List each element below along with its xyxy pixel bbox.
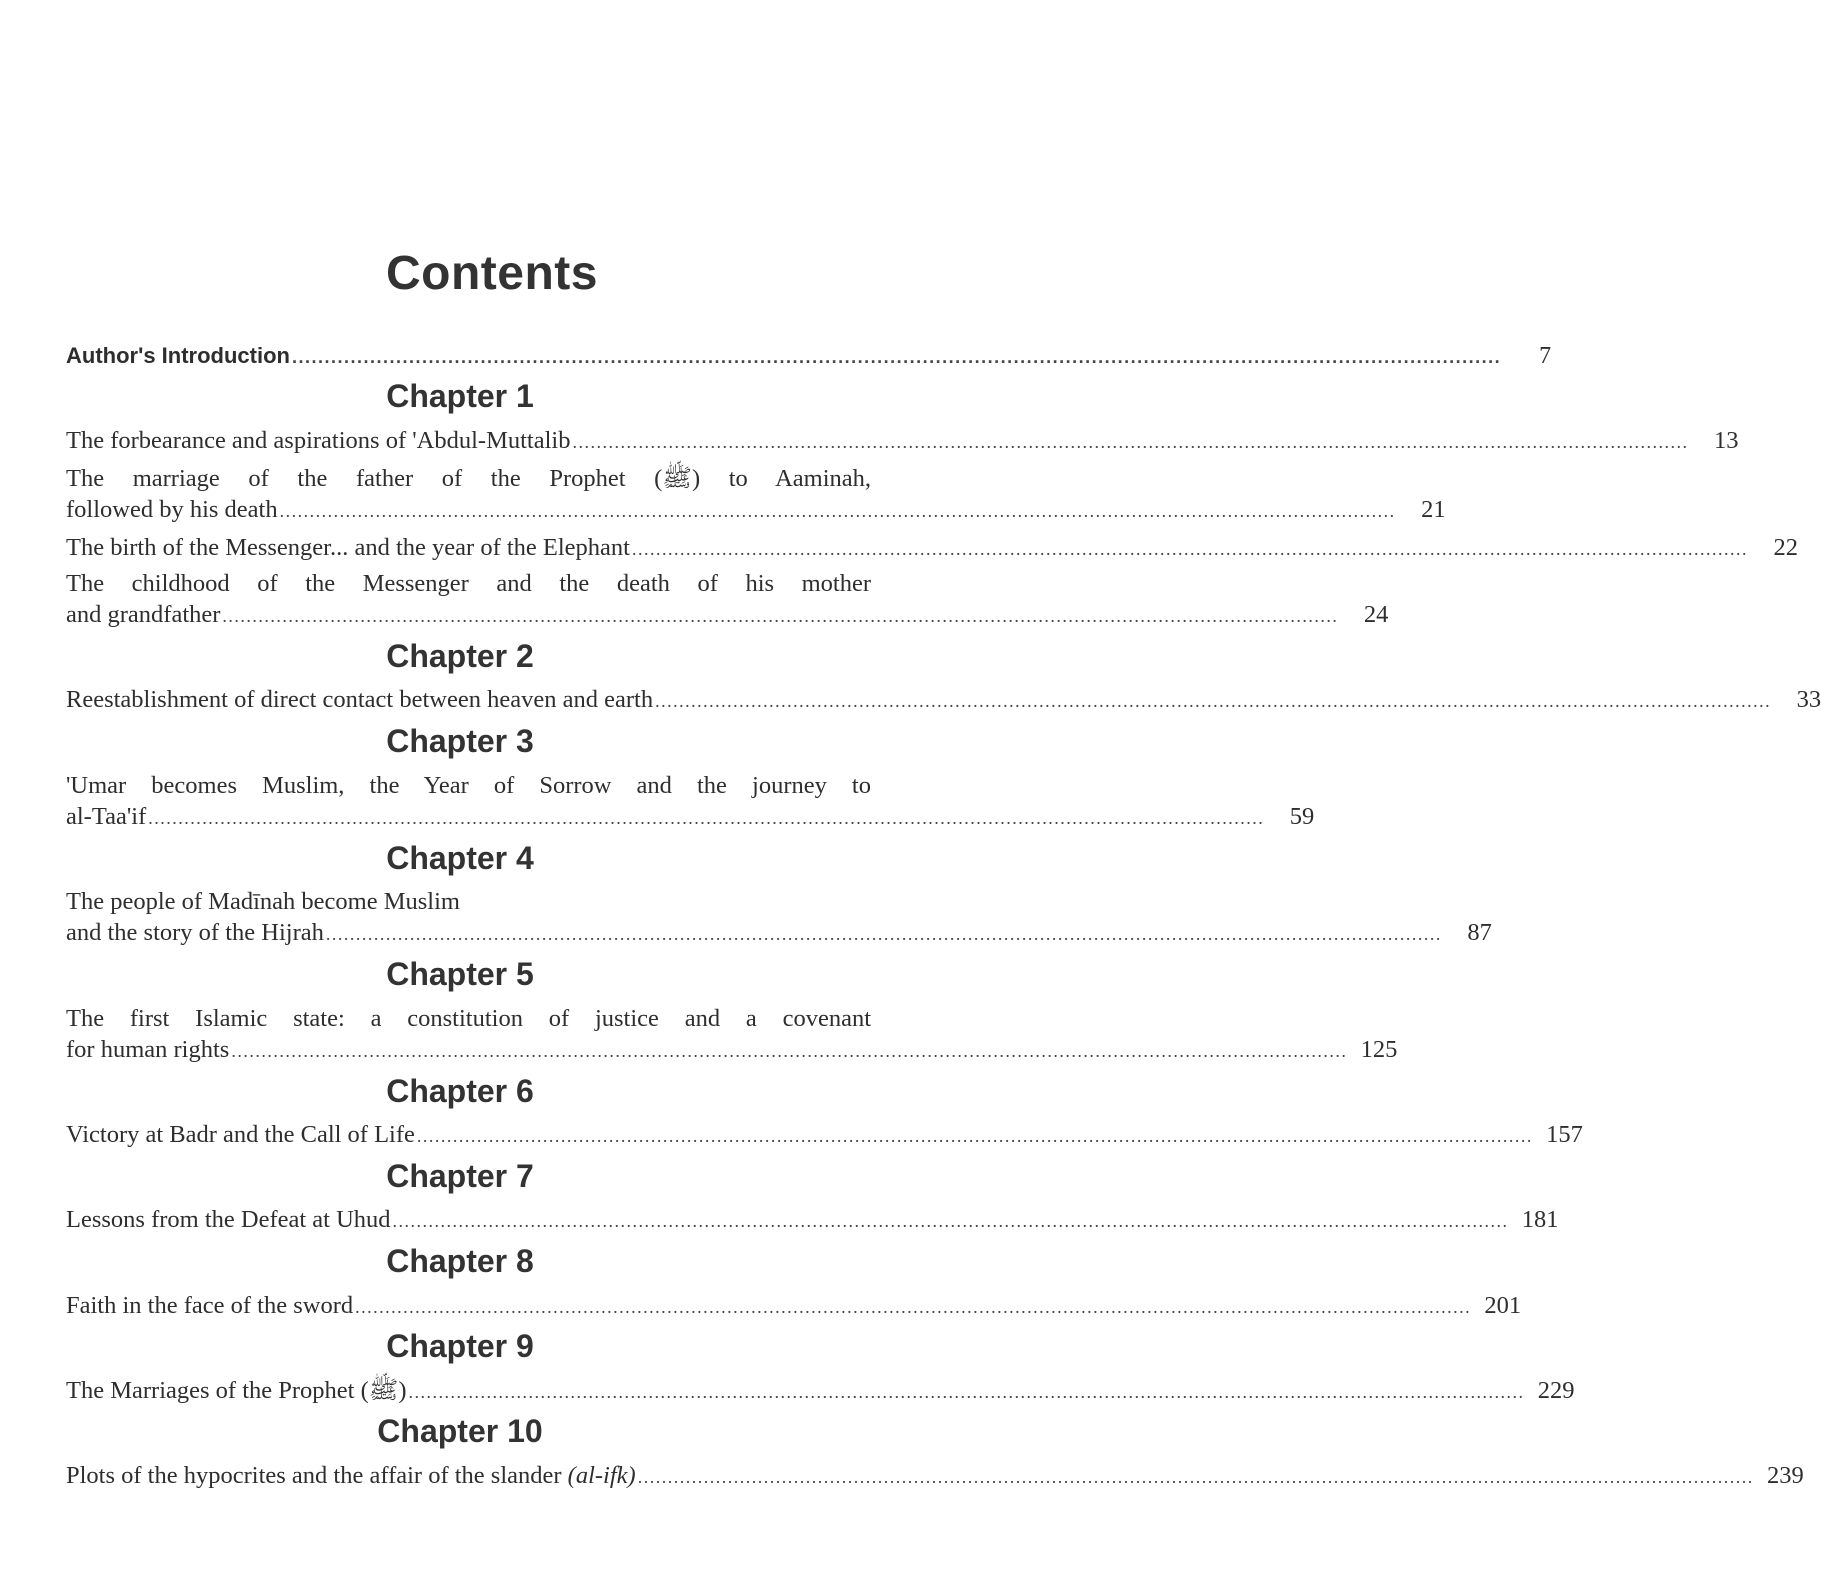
- page-number: 201: [1484, 1292, 1522, 1319]
- dot-leader: ..........................................................................................................................................................................................: [291, 347, 1502, 367]
- page-number: 239: [1766, 1462, 1804, 1489]
- dot-leader: ..........................................................................................................................................................................................: [231, 1041, 1348, 1061]
- page-number: 22: [1773, 534, 1798, 561]
- chapter-heading: Chapter 10: [377, 1413, 543, 1449]
- toc-entry[interactable]: [66, 1003, 1398, 1067]
- page-number: 59: [1289, 803, 1315, 830]
- page-title: Contents: [386, 247, 598, 300]
- entry-title-line: and the story of the Hijrah: [66, 919, 324, 946]
- page-number: 229: [1537, 1377, 1575, 1404]
- entry-title-line: al-Taa'if: [66, 803, 147, 830]
- dot-leader: ..........................................................................................................................................................................................: [572, 432, 1689, 452]
- entry-title-line: and grandfather: [66, 601, 221, 628]
- dot-leader: ..........................................................................................................................................................................................: [222, 606, 1339, 626]
- dot-leader: ..........................................................................................................................................................................................: [355, 1297, 1472, 1317]
- entry-title-line: for human rights: [66, 1036, 230, 1063]
- entry-title: Reestablishment of direct contact between heaven and earth: [66, 686, 654, 713]
- dot-leader: ..........................................................................................................................................................................................: [325, 924, 1442, 944]
- page-number: 87: [1467, 919, 1492, 946]
- toc-entry[interactable]: [66, 1119, 1583, 1152]
- entry-title-line: The childhood of the Messenger and the death of his mother: [66, 570, 871, 597]
- toc-entry[interactable]: [66, 1204, 1559, 1237]
- chapter-heading: Chapter 1: [386, 378, 534, 414]
- dot-leader: ..........................................................................................................................................................................................: [655, 691, 1772, 711]
- toc-entry[interactable]: [66, 1460, 1804, 1493]
- page-number: 33: [1796, 686, 1821, 713]
- entry-title: Author's Introduction: [66, 343, 290, 368]
- entry-title: Faith in the face of the sword: [66, 1292, 354, 1319]
- toc-entry[interactable]: [66, 463, 1446, 527]
- dot-leader: ..........................................................................................................................................................................................: [279, 501, 1396, 521]
- chapter-heading: Chapter 4: [386, 840, 534, 876]
- entry-title-italic: (al-ifk): [567, 1462, 636, 1489]
- entry-title: Victory at Badr and the Call of Life: [66, 1121, 415, 1148]
- chapter-heading: Chapter 6: [386, 1073, 534, 1109]
- entry-title-line: The first Islamic state: a constitution of justice and a covenant: [66, 1005, 871, 1032]
- entry-title: [66, 1460, 636, 1491]
- entry-title: The forbearance and aspirations of 'Abdul-Muttalib: [66, 427, 571, 454]
- toc-entry[interactable]: [66, 886, 1492, 950]
- toc-entry[interactable]: [66, 1375, 1575, 1408]
- chapter-heading: Chapter 3: [386, 723, 534, 759]
- toc-entry[interactable]: [66, 532, 1798, 565]
- page-number: 13: [1713, 427, 1739, 454]
- dot-leader: ..........................................................................................................................................................................................: [148, 808, 1265, 828]
- toc-entry[interactable]: [66, 684, 1821, 717]
- page-number: 21: [1421, 496, 1446, 523]
- entry-title-text: Plots of the hypocrites and the affair of the slander: [66, 1462, 562, 1489]
- toc-entry[interactable]: [66, 568, 1389, 632]
- dot-leader: ..........................................................................................................................................................................................: [637, 1467, 1754, 1487]
- chapter-heading: Chapter 5: [386, 956, 534, 992]
- page-number: 7: [1539, 343, 1552, 369]
- dot-leader: ..........................................................................................................................................................................................: [392, 1211, 1509, 1231]
- toc-entry-introduction[interactable]: [66, 340, 1552, 373]
- entry-title-line: followed by his death: [66, 496, 278, 523]
- dot-leader: ..........................................................................................................................................................................................: [408, 1382, 1525, 1402]
- chapter-heading: Chapter 2: [386, 638, 534, 674]
- toc-entry[interactable]: [66, 770, 1315, 834]
- page-number: 157: [1546, 1121, 1583, 1148]
- chapter-heading: Chapter 7: [386, 1158, 534, 1194]
- toc-entry[interactable]: [66, 1290, 1522, 1323]
- entry-title-line: The people of Madīnah become Muslim: [66, 888, 460, 915]
- chapter-heading: Chapter 9: [386, 1328, 534, 1364]
- entry-title: The Marriages of the Prophet (ﷺ): [66, 1377, 407, 1404]
- dot-leader: ..........................................................................................................................................................................................: [632, 539, 1748, 559]
- entry-title: The birth of the Messenger... and the year of the Elephant: [66, 534, 630, 561]
- page-number: 181: [1521, 1206, 1559, 1233]
- entry-title-line: 'Umar becomes Muslim, the Year of Sorrow and the journey to: [66, 772, 871, 799]
- toc-entry[interactable]: [66, 425, 1739, 458]
- entry-title: Lessons from the Defeat at Uhud: [66, 1206, 391, 1233]
- chapter-heading: Chapter 8: [386, 1243, 534, 1279]
- entry-title-line: The marriage of the father of the Prophet (ﷺ) to Aaminah,: [66, 465, 872, 492]
- page-number: 125: [1360, 1036, 1398, 1063]
- dot-leader: ..........................................................................................................................................................................................: [416, 1126, 1533, 1146]
- page-number: 24: [1363, 601, 1389, 628]
